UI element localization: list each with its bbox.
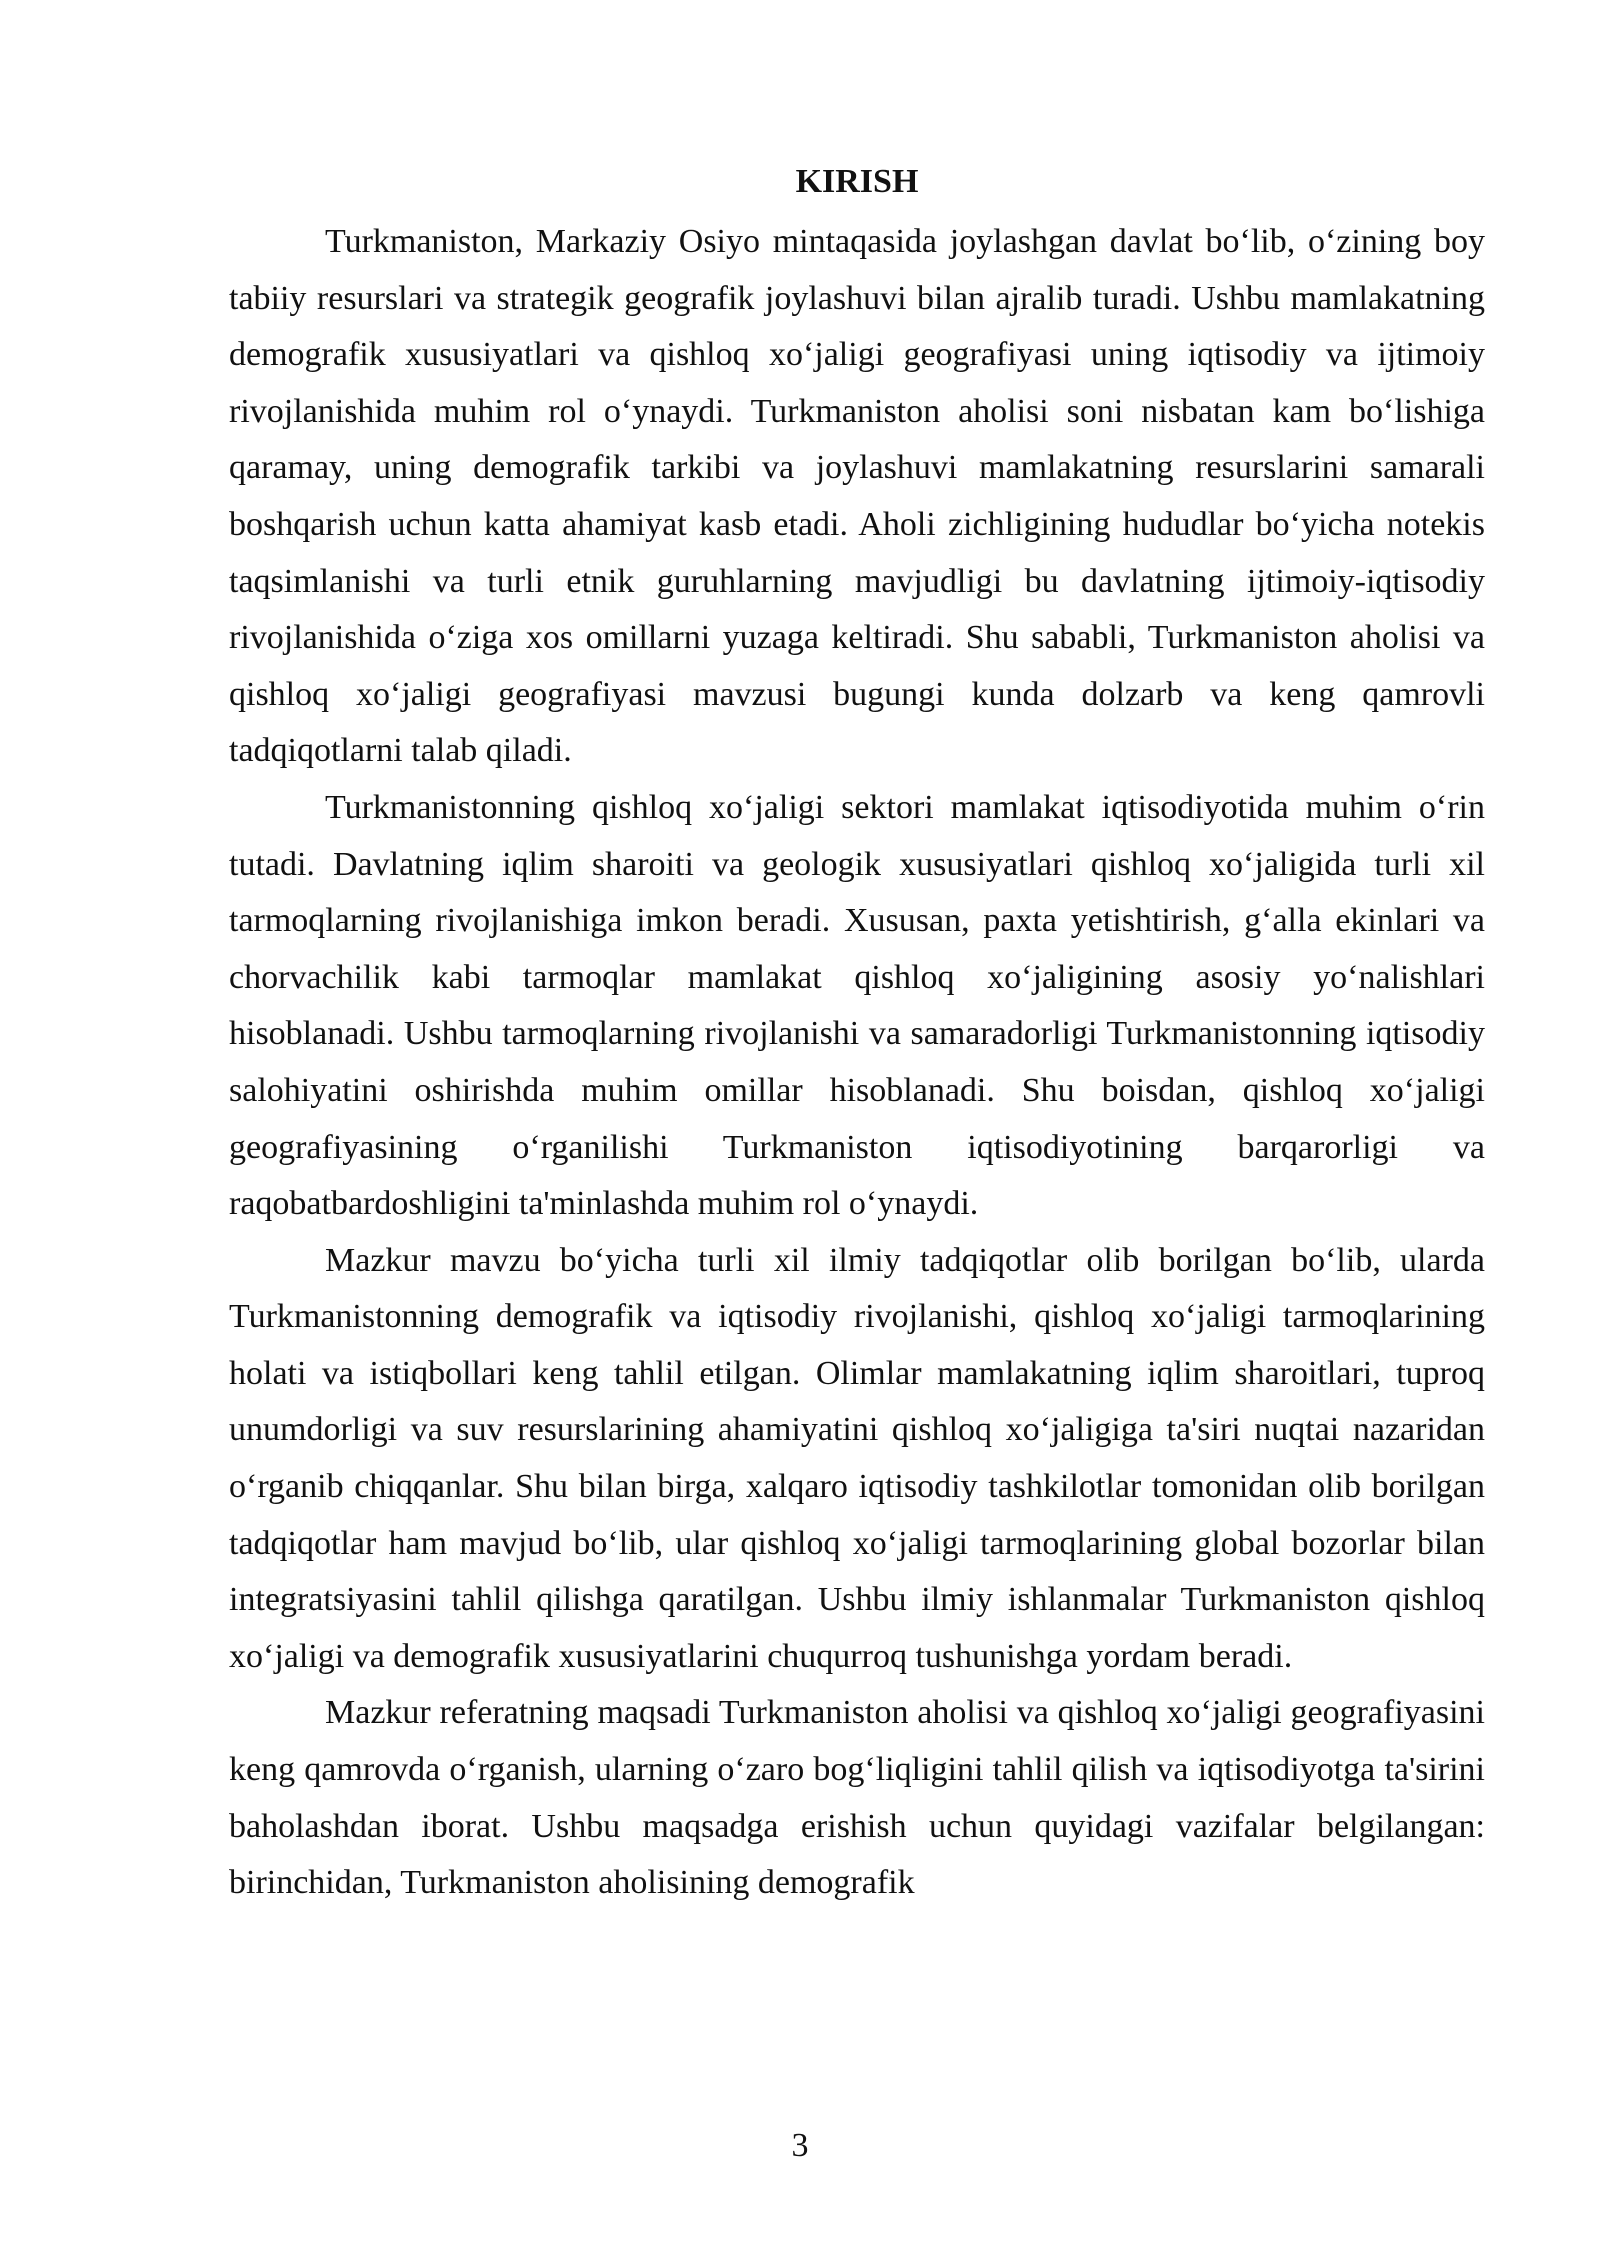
page-body: [229, 162, 1485, 1912]
paragraph-1: Turkmaniston, Markaziy Osiyo mintaqasida joylashgan davlat bo‘lib, o‘zining boy tabiiy resurslari va strategik geografik joylashuvi bilan ajralib turadi. Ushbu mamlakatning demografik xususiyatlari va qishloq xo‘jaligi geografiyasi uning iqtisodiy va ijtimoiy rivojlanishida muhim rol o‘ynaydi. Turkmaniston aholisi soni nisbatan kam bo‘lishiga qaramay, uning demografik tarkibi va joylashuvi mamlakatning resurslarini samarali boshqarish uchun katta ahamiyat kasb etadi. Aholi zichligining hududlar bo‘yicha notekis taqsimlanishi va turli etnik guruhlarning mavjudligi bu davlatning ijtimoiy-iqtisodiy rivojlanishida o‘ziga xos omillarni yuzaga keltiradi. Shu sababli, Turkmaniston aholisi va qishloq xo‘jaligi geografiyasi mavzusi bugungi kunda dolzarb va keng qamrovli tadqiqotlarni talab qiladi.: [229, 223, 1485, 770]
page-number: 3: [791, 2127, 809, 2164]
paragraph-3: Mazkur mavzu bo‘yicha turli xil ilmiy tadqiqotlar olib borilgan bo‘lib, ularda Turkmanistonning demografik va iqtisodiy rivojlanishi, qishloq xo‘jaligi tarmoqlarining holati va istiqbollari keng tahlil etilgan. Olimlar mamlakatning iqlim sharoitlari, tuproq unumdorligi va suv resurslarining ahamiyatini qishloq xo‘jaligiga ta'siri nuqtai nazaridan o‘rganib chiqqanlar. Shu bilan birga, xalqaro iqtisodiy tashkilotlar tomonidan olib borilgan tadqiqotlar ham mavjud bo‘lib, ular qishloq xo‘jaligi tarmoqlarining global bozorlar bilan integratsiyasini tahlil qilishga qaratilgan. Ushbu ilmiy ishlanmalar Turkmaniston qishloq xo‘jaligi va demografik xususiyatlarini chuqurroq tushunishga yordam beradi.: [229, 1241, 1485, 1675]
paragraph-2: Turkmanistonning qishloq xo‘jaligi sektori mamlakat iqtisodiyotida muhim o‘rin tutadi. Davlatning iqlim sharoiti va geologik xususiyatlari qishloq xo‘jaligida turli xil tarmoqlarning rivojlanishiga imkon beradi. Xususan, paxta yetishtirish, g‘alla ekinlari va chorvachilik kabi tarmoqlar mamlakat qishloq xo‘jaligining asosiy yo‘nalishlari hisoblanadi. Ushbu tarmoqlarning rivojlanishi va samaradorligi Turkmanistonning iqtisodiy salohiyatini oshirishda muhim omillar hisoblanadi. Shu boisdan, qishloq xo‘jaligi geografiyasining o‘rganilishi Turkmaniston iqtisodiyotining barqarorligi va raqobatbardoshligini ta'minlashda muhim rol o‘ynaydi.: [229, 788, 1485, 1223]
paragraph-4: Mazkur referatning maqsadi Turkmaniston aholisi va qishloq xo‘jaligi geografiyasini keng qamrovda o‘rganish, ularning o‘zaro bog‘liqligini tahlil qilish va iqtisodiyotga ta'sirini baholashdan iborat. Ushbu maqsadga erishish uchun quyidagi vazifalar belgilangan: birinchidan, Turkmaniston aholisining demografik: [229, 1694, 1485, 1902]
section-title: KIRISH: [795, 163, 919, 200]
